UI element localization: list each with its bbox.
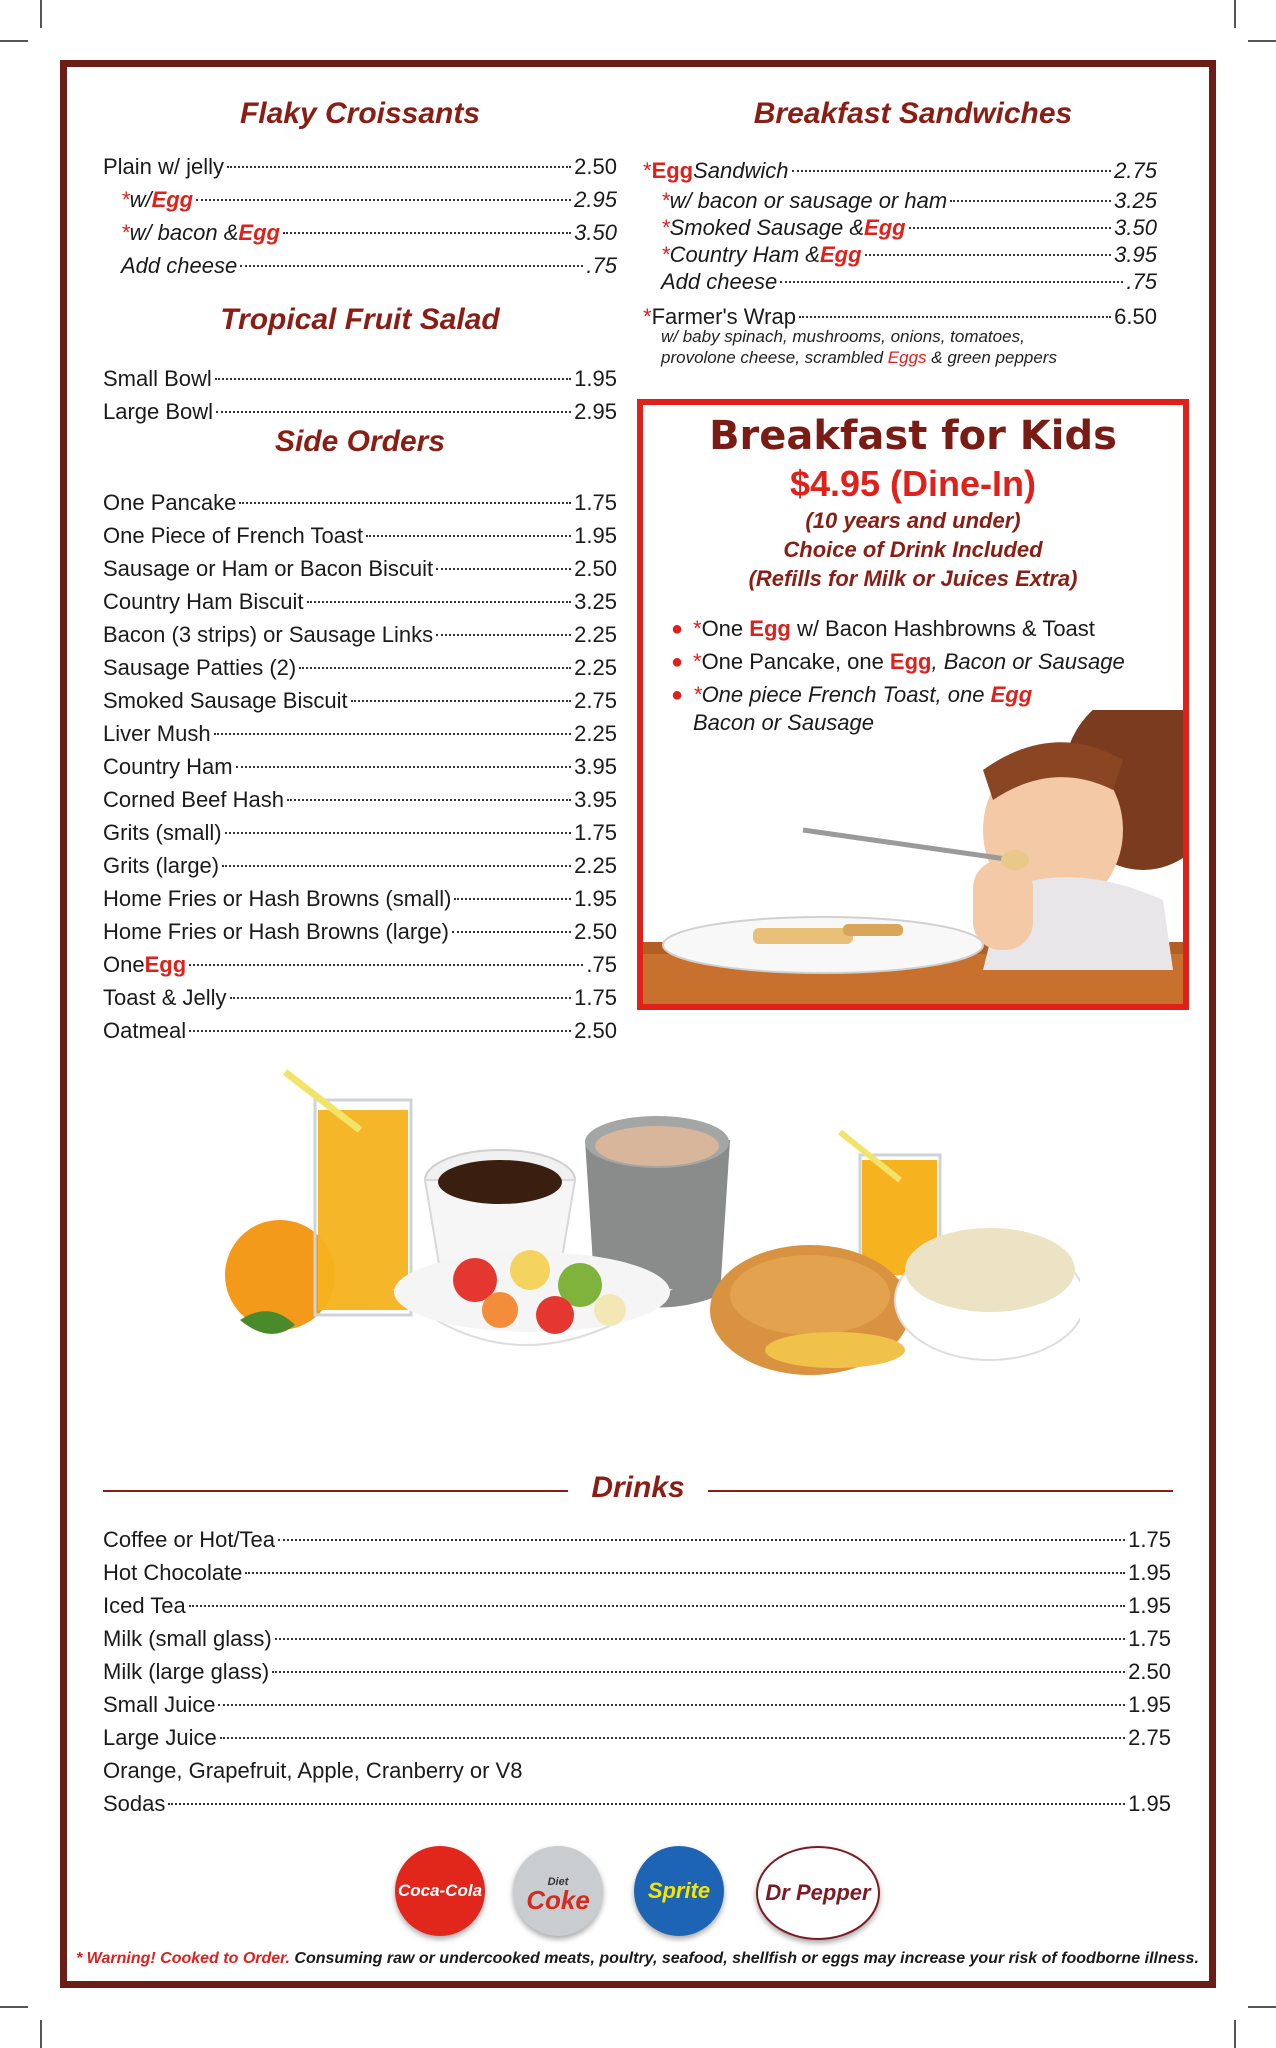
crop-mark [1248, 40, 1276, 42]
sandwiches-list [643, 154, 1157, 331]
side-orders-title: Side Orders [274, 425, 446, 458]
diet-coke-logo: Diet Coke [513, 1846, 603, 1936]
menu-item: * Egg Sandwich 2.75 [643, 158, 1157, 183]
menu-item: One Piece of French Toast 1.95 [103, 523, 617, 548]
fruit-salad-list [103, 362, 617, 428]
kids-drink-note: Choice of Drink Included [783, 537, 1043, 562]
drinks-title: Drinks [591, 1471, 685, 1504]
drinks-divider-right [708, 1490, 1173, 1492]
menu-item: Sausage or Ham or Bacon Biscuit 2.50 [103, 556, 617, 581]
menu-item: Large Juice 2.75 [103, 1725, 1171, 1750]
croissants-title: Flaky Croissants [239, 97, 481, 130]
kids-breakfast-box [637, 399, 1189, 1010]
menu-item: Add cheese .75 [661, 269, 1157, 294]
menu-item: Grits (small) 1.75 [103, 820, 617, 845]
menu-item: Sausage Patties (2) 2.25 [103, 655, 617, 680]
menu-item: Hot Chocolate 1.95 [103, 1560, 1171, 1585]
menu-item: Smoked Sausage Biscuit 2.75 [103, 688, 617, 713]
menu-item: * w/ Egg 2.95 [121, 187, 617, 212]
menu-item: One Egg .75 [103, 952, 617, 977]
list-item: ● *One Egg w/ Bacon Hashbrowns & Toast [671, 616, 1095, 641]
sprite-logo: Sprite [634, 1846, 724, 1936]
crop-mark [1234, 2020, 1236, 2048]
menu-item: Country Ham Biscuit 3.25 [103, 589, 617, 614]
menu-item: Toast & Jelly 1.75 [103, 985, 617, 1010]
dr-pepper-logo: Dr Pepper [756, 1846, 880, 1940]
menu-item: One Pancake 1.75 [103, 490, 617, 515]
kids-refill-note: (Refills for Milk or Juices Extra) [748, 566, 1078, 591]
menu-item: Bacon (3 strips) or Sausage Links 2.25 [103, 622, 617, 647]
list-item: ● *One Pancake, one Egg, Bacon or Sausage [671, 649, 1125, 674]
menu-item: * Smoked Sausage & Egg 3.50 [661, 215, 1157, 240]
croissants-list [103, 150, 617, 282]
kids-age-note: (10 years and under) [805, 508, 1021, 533]
crop-mark [1248, 2006, 1276, 2008]
juice-options-note: Orange, Grapefruit, Apple, Cranberry or V8 [103, 1758, 523, 1783]
coca-cola-logo: Coca-Cola [395, 1846, 485, 1936]
menu-item: Coffee or Hot/Tea 1.75 [103, 1527, 1171, 1552]
menu-item: Country Ham 3.95 [103, 754, 617, 779]
side-orders-list [103, 486, 617, 1047]
menu-item: Liver Mush 2.25 [103, 721, 617, 746]
crop-mark [1234, 0, 1236, 28]
menu-item: Corned Beef Hash 3.95 [103, 787, 617, 812]
menu-item: Sodas 1.95 [103, 1791, 1171, 1816]
food-safety-warning: * Warning! Cooked to Order. Consuming raw or undercooked meats, poultry, seafood, shellfish or eggs may increase your risk of foodborne illness. [76, 1950, 1199, 1967]
menu-item: Home Fries or Hash Browns (large) 2.50 [103, 919, 617, 944]
menu-item: Large Bowl 2.95 [103, 399, 617, 424]
menu-item: * w/ bacon & Egg 3.50 [121, 220, 617, 245]
menu-item: Add cheese .75 [121, 253, 617, 278]
drinks-divider-left [103, 1490, 568, 1492]
sandwiches-title: Breakfast Sandwiches [753, 97, 1073, 130]
list-item: ● *One piece French Toast, one Egg Bacon or Sausage [671, 682, 1033, 735]
wrap-description: w/ baby spinach, mushrooms, onions, tomatoes, provolone cheese, scrambled Eggs & green peppers [661, 327, 1057, 367]
kid-eating-photo [643, 710, 1183, 1010]
menu-item: Oatmeal 2.50 [103, 1018, 617, 1043]
kids-price: $4.95 (Dine-In) [789, 463, 1037, 504]
menu-item: Grits (large) 2.25 [103, 853, 617, 878]
drinks-list [103, 1523, 1171, 1820]
crop-mark [0, 2006, 28, 2008]
fruit-salad-title: Tropical Fruit Salad [220, 303, 500, 336]
menu-item: Iced Tea 1.95 [103, 1593, 1171, 1618]
crop-mark [40, 2020, 42, 2048]
menu-item: Small Bowl 1.95 [103, 366, 617, 391]
breakfast-food-photo [200, 1060, 1080, 1430]
menu-item: Milk (small glass) 1.75 [103, 1626, 1171, 1651]
menu-item: Home Fries or Hash Browns (small) 1.95 [103, 886, 617, 911]
menu-item: * Farmer's Wrap 6.50 [643, 304, 1157, 329]
kids-title: Breakfast for Kids [709, 413, 1117, 459]
menu-item: * Country Ham & Egg 3.95 [661, 242, 1157, 267]
crop-mark [40, 0, 42, 28]
menu-item: Plain w/ jelly 2.50 [103, 154, 617, 179]
menu-item: * w/ bacon or sausage or ham 3.25 [661, 188, 1157, 213]
menu-item: Milk (large glass) 2.50 [103, 1659, 1171, 1684]
menu-item: Small Juice 1.95 [103, 1692, 1171, 1717]
crop-mark [0, 40, 28, 42]
